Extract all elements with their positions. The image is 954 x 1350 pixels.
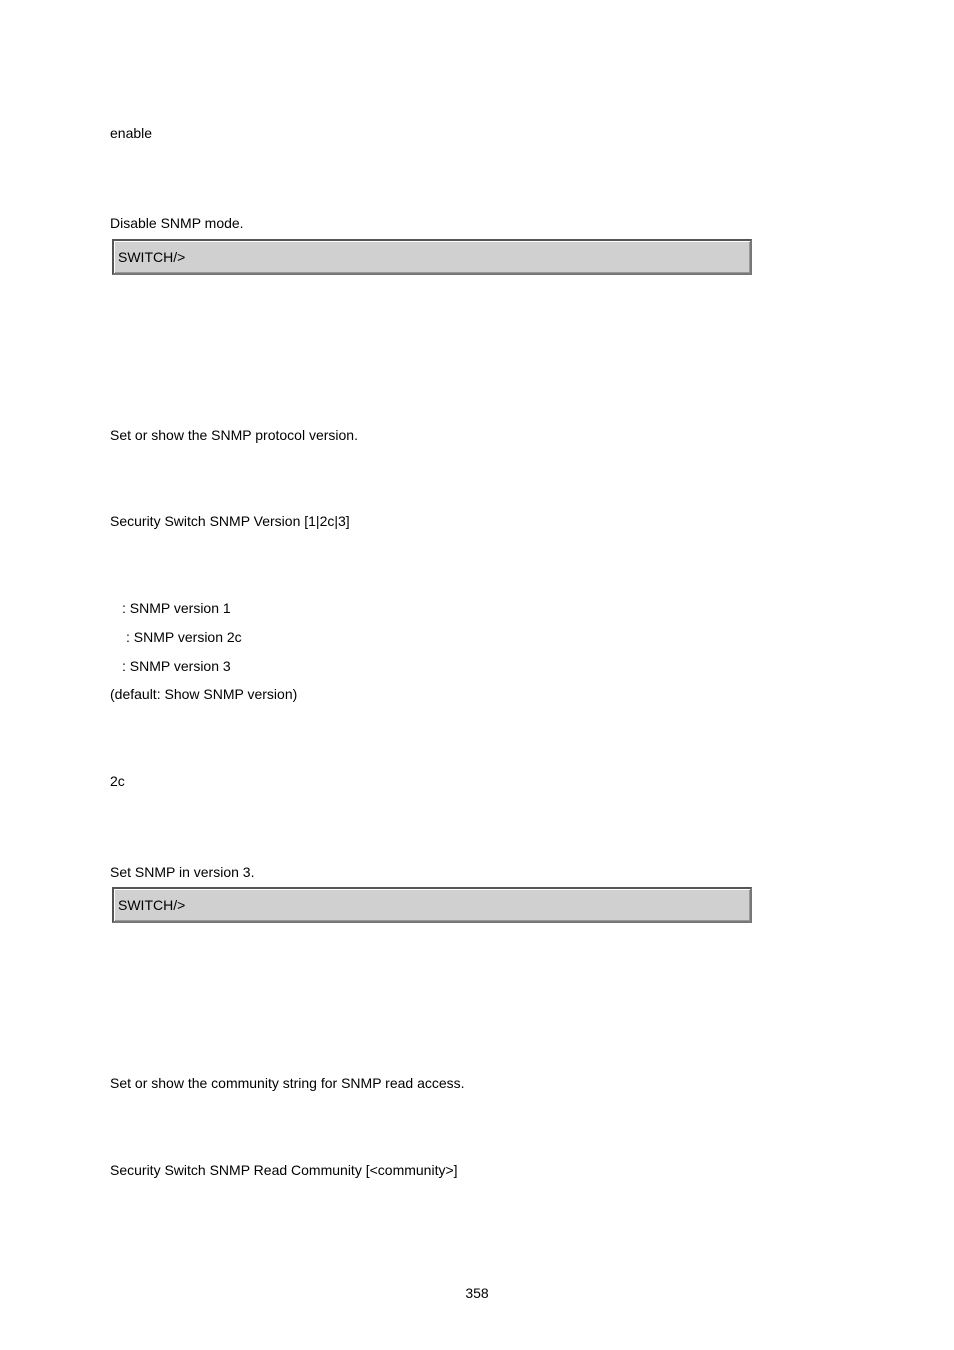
description-read-community: Set or show the community string for SNMP read access. xyxy=(110,1075,465,1091)
parameter-version-1: : SNMP version 1 xyxy=(122,600,231,616)
command-prompt-box xyxy=(112,239,752,275)
page-number: 358 xyxy=(465,1285,489,1301)
command-prompt-text: SWITCH/> xyxy=(118,897,186,913)
default-value-mode: enable xyxy=(110,125,153,141)
syntax-read-community: Security Switch SNMP Read Community [<community>] xyxy=(110,1162,458,1178)
parameter-default-note: (default: Show SNMP version) xyxy=(110,686,298,702)
example-description-disable: Disable SNMP mode. xyxy=(110,215,244,231)
parameter-version-3: : SNMP version 3 xyxy=(122,658,231,674)
description-version: Set or show the SNMP protocol version. xyxy=(110,427,358,443)
command-prompt-text: SWITCH/> xyxy=(118,249,186,265)
syntax-version: Security Switch SNMP Version [1|2c|3] xyxy=(110,513,350,529)
command-prompt-box xyxy=(112,887,752,923)
example-description-version: Set SNMP in version 3. xyxy=(110,864,255,880)
parameter-version-2c: : SNMP version 2c xyxy=(126,629,242,645)
default-value-version: 2c xyxy=(110,773,125,789)
